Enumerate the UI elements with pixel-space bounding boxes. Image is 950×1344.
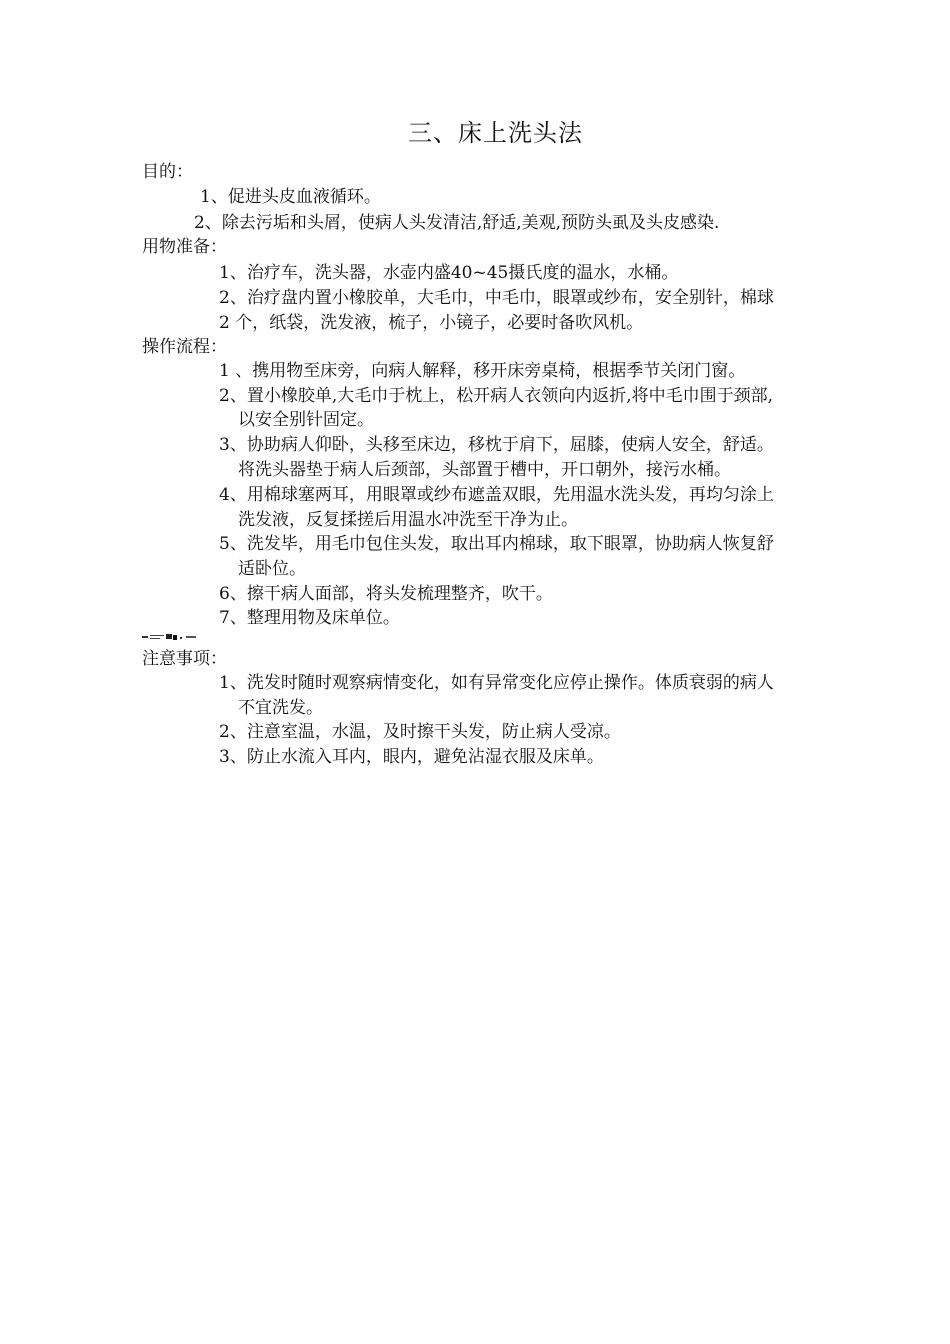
procedure-step-2-continued: 以安全别针固定。 xyxy=(238,410,374,430)
procedure-step-4: 4、用棉球塞两耳，用眼罩或纱布遮盖双眼，先用温水洗头发，再均匀涂上 xyxy=(219,485,774,505)
supplies-item-2-continued: 2 个，纸袋，洗发液，梳子，小镜子，必要时备吹风机。 xyxy=(219,313,644,333)
procedure-heading: 操作流程： xyxy=(142,337,227,357)
supplies-item-1: 1、治疗车，洗头器，水壶内盛40~45摄氏度的温水，水桶。 xyxy=(219,263,679,283)
purpose-heading: 目的： xyxy=(142,162,193,182)
purpose-item-1: 1、促进头皮血液循环。 xyxy=(200,187,381,207)
procedure-step-3-continued: 将洗头器垫于病人后颈部，头部置于槽中，开口朝外，接污水桶。 xyxy=(238,460,731,480)
cautions-heading: 注意事项： xyxy=(142,649,227,669)
scan-artifact-mark xyxy=(142,633,200,641)
caution-1-continued: 不宜洗发。 xyxy=(238,698,323,718)
procedure-step-6: 6、擦干病人面部，将头发梳理整齐，吹干。 xyxy=(219,584,553,604)
caution-1: 1、洗发时随时观察病情变化，如有异常变化应停止操作。体质衰弱的病人 xyxy=(219,673,774,693)
caution-2: 2、注意室温，水温，及时擦干头发，防止病人受凉。 xyxy=(219,722,621,742)
caution-3: 3、防止水流入耳内，眼内，避免沾湿衣服及床单。 xyxy=(219,747,604,767)
supplies-item-2: 2、治疗盘内置小橡胶单，大毛巾，中毛巾，眼罩或纱布，安全别针，棉球 xyxy=(219,288,774,308)
purpose-item-2: 2、除去污垢和头屑，使病人头发清洁,舒适,美观,预防头虱及头皮感染. xyxy=(194,213,720,233)
page-title: 三、床上洗头法 xyxy=(408,119,583,147)
procedure-step-5: 5、洗发毕，用毛巾包住头发，取出耳内棉球，取下眼罩，协助病人恢复舒 xyxy=(219,534,774,554)
procedure-step-1: 1 、携用物至床旁，向病人解释，移开床旁桌椅，根据季节关闭门窗。 xyxy=(219,361,746,381)
procedure-step-5-continued: 适卧位。 xyxy=(238,559,306,579)
supplies-heading: 用物准备： xyxy=(142,237,227,257)
procedure-step-3: 3、协助病人仰卧，头移至床边，移枕于肩下，屈膝，使病人安全，舒适。 xyxy=(219,435,774,455)
procedure-step-2: 2、置小橡胶单,大毛巾于枕上，松开病人衣领向内返折,将中毛巾围于颈部, xyxy=(219,386,774,406)
procedure-step-4-continued: 洗发液，反复揉搓后用温水冲洗至干净为止。 xyxy=(238,510,578,530)
procedure-step-7: 7、整理用物及床单位。 xyxy=(219,608,400,628)
